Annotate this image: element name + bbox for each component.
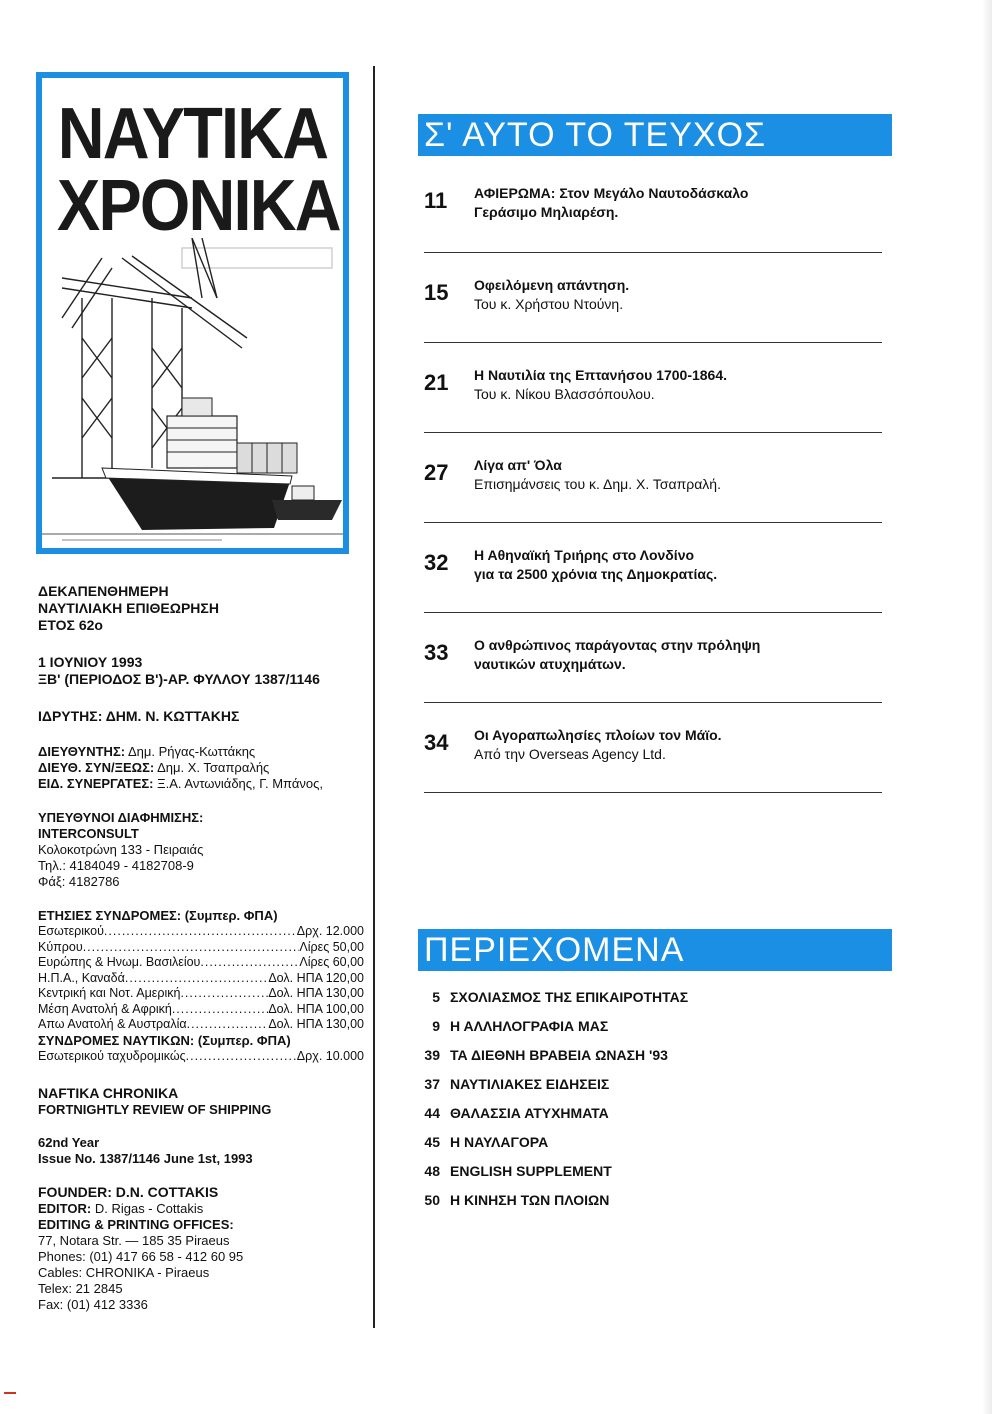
contents-item[interactable] — [418, 1046, 818, 1064]
article-page-number: 32 — [424, 550, 449, 575]
masthead-date: 1 ΙΟΥΝΙΟΥ 1993 — [38, 654, 143, 670]
article-title: ΑΦΙΕΡΩΜΑ: Στον Μεγάλο Ναυτοδάσκαλο — [474, 185, 749, 201]
subs-row — [38, 940, 364, 956]
article-subtitle: Από την Overseas Agency Ltd. — [474, 746, 666, 762]
subs-row — [38, 971, 364, 987]
contents-item[interactable] — [418, 988, 818, 1006]
article-subtitle: Του κ. Νίκου Βλασσόπουλου. — [474, 386, 655, 402]
contents-page: 45 — [424, 1134, 440, 1150]
subs-value: Δρχ. 10.000 — [296, 1048, 364, 1063]
article-subtitle: Επισημάνσεις του κ. Δημ. Χ. Τσαπραλή. — [474, 476, 721, 492]
contents-item[interactable] — [418, 1017, 818, 1035]
article-title: Ο ανθρώπινος παράγοντας στην πρόληψη — [474, 637, 761, 653]
subs-row — [38, 1002, 364, 1018]
masthead-subscriptions — [38, 908, 368, 1064]
article-page-number: 21 — [424, 370, 449, 395]
masthead-advertising — [38, 810, 368, 890]
subs-row — [38, 955, 364, 971]
masthead-founder-block — [38, 708, 368, 725]
cover-title-line2: ΧΡΟΝΙΚΑ — [57, 166, 340, 246]
subs-row — [38, 1017, 364, 1033]
masthead-year: ΕΤΟΣ 62ο — [38, 617, 103, 633]
contents-page: 39 — [424, 1047, 440, 1063]
en-founder: FOUNDER: D.N. COTTAKIS — [38, 1184, 219, 1200]
en-editor-line — [38, 1201, 368, 1217]
contents-title: Η ΝΑΥΛΑΓΟΡΑ — [450, 1134, 549, 1150]
masthead-issue-block — [38, 654, 368, 688]
en-title: NAFTIKA CHRONIKA — [38, 1085, 179, 1101]
ads-line: Κολοκοτρώνη 133 - Πειραιάς — [38, 842, 204, 857]
contents-item[interactable] — [418, 1075, 818, 1093]
subs-label: Κεντρική και Νοτ. Αμερική — [38, 986, 181, 1000]
ads-line: Φάξ: 4182786 — [38, 874, 120, 889]
ads-line: Τηλ.: 4184049 - 4182708-9 — [38, 858, 194, 873]
staff-name: Δημ. Ρήγας-Κωττάκης — [127, 744, 256, 759]
naut-subs-row — [38, 1049, 364, 1065]
contents-page: 9 — [432, 1018, 440, 1034]
article-page-number: 15 — [424, 280, 449, 305]
article-text — [474, 636, 760, 674]
contents-heading: ΠΕΡΙΕΧΟΜΕΝΑ — [418, 929, 892, 971]
staff-line — [38, 760, 368, 776]
staff-line — [38, 776, 368, 792]
article-subtitle: ναυτικών ατυχημάτων. — [474, 656, 626, 672]
en-editor-label: EDITOR: — [38, 1201, 92, 1216]
subs-value: Δολ. ΗΠΑ 120,00 — [268, 970, 364, 985]
subs-row — [38, 986, 364, 1002]
masthead-type-line2: ΝΑΥΤΙΛΙΑΚΗ ΕΠΙΘΕΩΡΗΣΗ — [38, 600, 219, 616]
contents-title: ΣΧΟΛΙΑΣΜΟΣ ΤΗΣ ΕΠΙΚΑΙΡΟΤΗΤΑΣ — [450, 989, 689, 1005]
masthead-english-contacts — [38, 1184, 368, 1313]
subs-label: Εσωτερικού — [38, 924, 104, 938]
subs-label: Κύπρου — [38, 939, 83, 954]
article-page-number: 33 — [424, 640, 449, 665]
article-title: Η Ναυτιλία της Επτανήσου 1700-1864. — [474, 367, 728, 383]
masthead-english-issue — [38, 1135, 368, 1167]
contents-page: 50 — [424, 1192, 440, 1208]
subs-value: Δολ. ΗΠΑ 130,00 — [268, 986, 364, 1000]
subs-label: Ευρώπης & Ηνωμ. Βασιλείου — [38, 955, 201, 969]
cover-inner — [42, 78, 343, 548]
article-text — [474, 456, 721, 494]
article-page-number: 11 — [424, 188, 448, 213]
en-offices: EDITING & PRINTING OFFICES: — [38, 1217, 234, 1232]
staff-role: ΕΙΔ. ΣΥΝΕΡΓΑΤΕΣ: — [38, 776, 154, 791]
masthead-staff — [38, 744, 368, 792]
in-this-issue-heading: Σ' ΑΥΤΟ ΤΟ ΤΕΥΧΟΣ — [418, 114, 892, 156]
article-divider — [424, 522, 882, 523]
staff-role: ΔΙΕΥΘ. ΣΥΝ/ΞΕΩΣ: — [38, 760, 155, 775]
contents-item[interactable] — [418, 1162, 818, 1180]
en-contact-line: Phones: (01) 417 66 58 - 412 60 95 — [38, 1249, 244, 1264]
article-title: Λίγα απ' Όλα — [474, 457, 562, 473]
port-cranes-ship-illustration — [42, 238, 343, 548]
contents-item[interactable] — [418, 1133, 818, 1151]
subs-label: Μέση Ανατολή & Αφρική — [38, 1001, 172, 1016]
subs-value: Δολ. ΗΠΑ 130,00 — [268, 1017, 364, 1031]
contents-page: 37 — [424, 1076, 440, 1092]
article-subtitle: Γεράσιμο Μηλιαρέση. — [474, 204, 619, 220]
corner-mark — [4, 1392, 16, 1394]
masthead-english — [38, 1085, 368, 1118]
contents-title: ENGLISH SUPPLEMENT — [450, 1163, 612, 1179]
contents-item[interactable] — [418, 1104, 818, 1122]
masthead-type-line1: ΔΕΚΑΠΕΝΘΗΜΕΡΗ — [38, 583, 169, 599]
en-subtitle: FORTNIGHTLY REVIEW OF SHIPPING — [38, 1102, 272, 1117]
article-page-number: 27 — [424, 460, 449, 485]
en-issue: Issue No. 1387/1146 June 1st, 1993 — [38, 1151, 253, 1166]
en-year: 62nd Year — [38, 1135, 100, 1150]
subs-label: Η.Π.Α., Καναδά — [38, 970, 125, 985]
article-text — [474, 546, 717, 584]
contents-title: ΘΑΛΑΣΣΙΑ ΑΤΥΧΗΜΑΤΑ — [450, 1105, 609, 1121]
article-title: Οφειλόμενη απάντηση. — [474, 277, 630, 293]
article-subtitle: Του κ. Χρήστου Ντούνη. — [474, 296, 624, 312]
en-contact-line: Telex: 21 2845 — [38, 1281, 123, 1296]
article-subtitle: για τα 2500 χρόνια της Δημοκρατίας. — [474, 566, 718, 582]
article-text — [474, 726, 722, 764]
staff-role: ΔΙΕΥΘΥΝΤΗΣ: — [38, 744, 126, 759]
contents-page: 48 — [424, 1163, 440, 1179]
subs-value: Λίρες 60,00 — [299, 955, 364, 969]
article-divider — [424, 432, 882, 433]
magazine-cover — [36, 72, 349, 554]
article-title: Οι Αγοραπωλησίες πλοίων τον Μάϊο. — [474, 727, 722, 743]
article-text — [474, 366, 727, 404]
article-divider — [424, 342, 882, 343]
contents-item[interactable] — [418, 1191, 818, 1209]
article-divider — [424, 612, 882, 613]
contents-title: ΤΑ ΔΙΕΘΝΗ ΒΡΑΒΕΙΑ ΩΝΑΣΗ '93 — [450, 1047, 668, 1063]
cover-title-line1: ΝΑΥΤΙΚΑ — [57, 94, 328, 174]
page-edge-shadow — [982, 0, 992, 1414]
subs-row — [38, 924, 364, 940]
article-text — [474, 184, 748, 222]
masthead-issue: ΞΒ' (ΠΕΡΙΟΔΟΣ Β')-ΑΡ. ΦΥΛΛΟΥ 1387/1146 — [38, 671, 320, 687]
subs-heading: ΕΤΗΣΙΕΣ ΣΥΝΔΡΟΜΕΣ: (Συμπερ. ΦΠΑ) — [38, 908, 278, 923]
column-divider — [373, 66, 375, 1328]
contents-title: Η ΚΙΝΗΣΗ ΤΩΝ ΠΛΟΙΩΝ — [450, 1192, 610, 1208]
contents-page: 5 — [432, 989, 440, 1005]
en-editor: D. Rigas - Cottakis — [94, 1201, 204, 1216]
ads-heading: ΥΠΕΥΘΥΝΟΙ ΔΙΑΦΗΜΙΣΗΣ: — [38, 810, 204, 825]
article-text — [474, 276, 629, 314]
subs-label: Απω Ανατολή & Αυστραλία — [38, 1017, 187, 1031]
article-divider — [424, 792, 882, 793]
ads-company: INTERCONSULT — [38, 826, 139, 841]
article-page-number: 34 — [424, 730, 449, 755]
subs-label: Εσωτερικού ταχυδρομικώς — [38, 1048, 186, 1063]
subs-value: Λίρες 50,00 — [299, 939, 364, 954]
article-divider — [424, 252, 882, 253]
naut-subs-heading: ΣΥΝΔΡΟΜΕΣ ΝΑΥΤΙΚΩΝ: (Συμπερ. ΦΠΑ) — [38, 1032, 291, 1048]
en-contact-line: 77, Notara Str. — 185 35 Piraeus — [38, 1233, 230, 1248]
masthead-type — [38, 583, 368, 634]
staff-name: Δημ. Χ. Τσαπραλής — [157, 760, 270, 775]
contents-title: ΝΑΥΤΙΛΙΑΚΕΣ ΕΙΔΗΣΕΙΣ — [450, 1076, 610, 1092]
subs-value: Δρχ. 12.000 — [296, 924, 364, 938]
en-contact-line: Cables: CHRONIKA - Piraeus — [38, 1265, 210, 1280]
en-contact-line: Fax: (01) 412 3336 — [38, 1297, 148, 1312]
contents-title: Η ΑΛΛΗΛΟΓΡΑΦΙΑ ΜΑΣ — [450, 1018, 609, 1034]
article-title: Η Αθηναϊκή Τριήρης στο Λονδίνο — [474, 547, 695, 563]
staff-name: Ξ.Α. Αντωνιάδης, Γ. Μπάνος, — [157, 776, 323, 791]
subs-value: Δολ. ΗΠΑ 100,00 — [268, 1001, 364, 1016]
staff-line — [38, 744, 368, 760]
masthead-founder: ΙΔΡΥΤΗΣ: ΔΗΜ. Ν. ΚΩΤΤΑΚΗΣ — [38, 708, 240, 724]
article-divider — [424, 702, 882, 703]
contents-page: 44 — [424, 1105, 440, 1121]
